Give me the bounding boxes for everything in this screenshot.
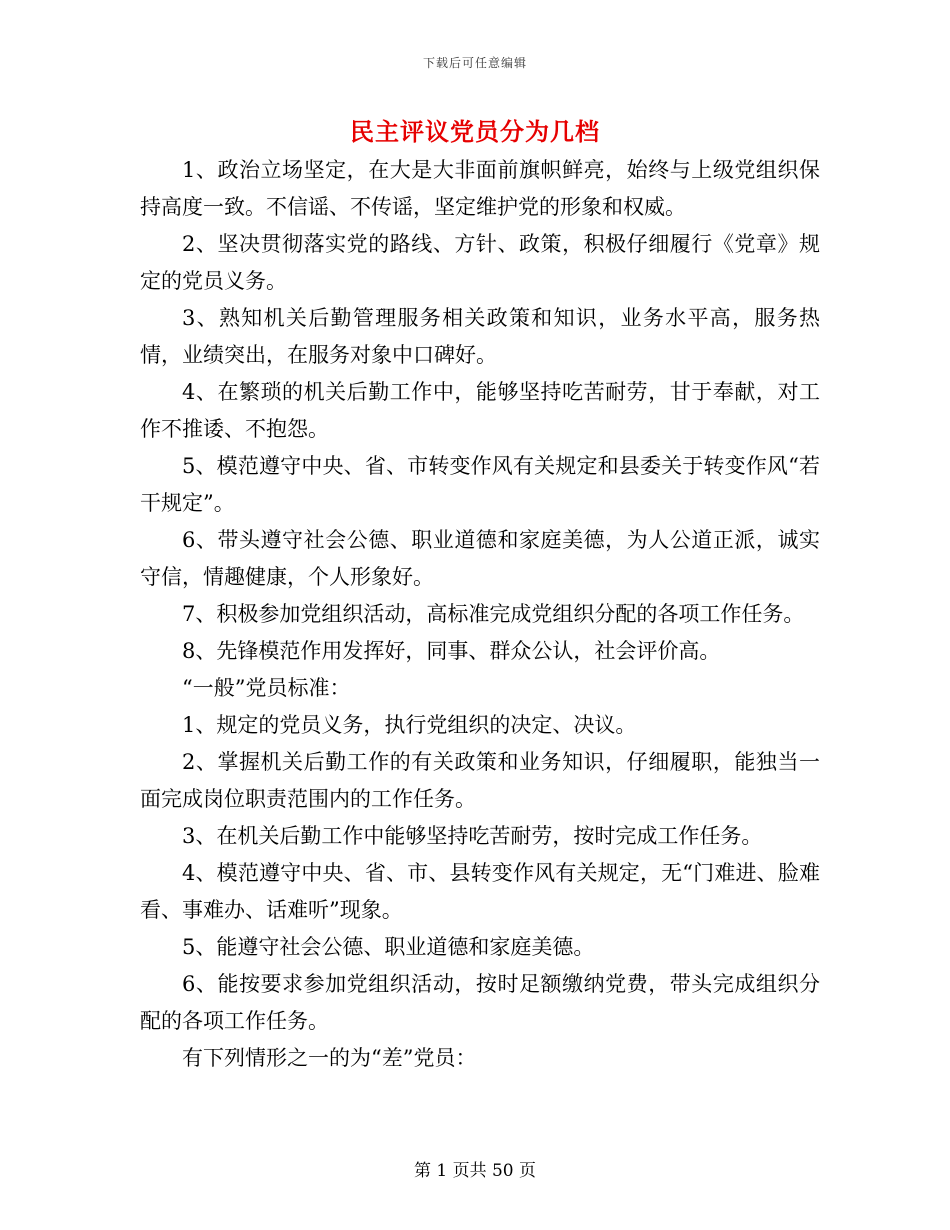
paragraph: 5、能遵守社会公德、职业道德和家庭美德。 [182, 935, 595, 959]
paragraph: 7、积极参加党组织活动，高标准完成党组织分配的各项工作任务。 [182, 602, 805, 626]
page-footer: 第 1 页共 50 页 [413, 1161, 537, 1181]
paragraph: 5、模范遵守中央、省、市转变作风有关规定和县委关于转变作风“若干规定”。 [140, 454, 820, 515]
paragraph: 8、先锋模范作用发挥好，同事、群众公认，社会评价高。 [182, 639, 721, 663]
paragraph: 4、模范遵守中央、省、市、县转变作风有关规定，无“门难进、脸难看、事难办、话难听”现象。 [140, 861, 820, 922]
paragraph: 6、能按要求参加党组织活动，按时足额缴纳党费，带头完成组织分配的各项工作任务。 [140, 972, 820, 1033]
paragraph: 6、带头遵守社会公德、职业道德和家庭美德，为人公道正派，诚实守信，情趣健康，个人形象好。 [140, 528, 820, 589]
paragraph: 4、在繁琐的机关后勤工作中，能够坚持吃苦耐劳，甘于奉献，对工作不推诿、不抱怨。 [140, 380, 820, 441]
header-note: 下载后可任意编辑 [422, 56, 527, 70]
section-heading-poor: 有下列情形之一的为“差”党员： [182, 1046, 477, 1070]
document-title: 民主评议党员分为几档 [350, 117, 600, 146]
paragraph: 3、在机关后勤工作中能够坚持吃苦耐劳，按时完成工作任务。 [182, 824, 763, 848]
paragraph: 2、坚决贯彻落实党的路线、方针、政策，积极仔细履行《党章》规定的党员义务。 [140, 232, 820, 293]
paragraph: 1、政治立场坚定，在大是大非面前旗帜鲜亮，始终与上级党组织保持高度一致。不信谣、不传谣，坚定维护党的形象和权威。 [140, 158, 820, 219]
document-body [140, 152, 820, 1077]
paragraph: 1、规定的党员义务，执行党组织的决定、决议。 [182, 713, 637, 737]
paragraph: 3、熟知机关后勤管理服务相关政策和知识，业务水平高，服务热情，业绩突出，在服务对象中口碑好。 [140, 306, 820, 367]
paragraph: 2、掌握机关后勤工作的有关政策和业务知识，仔细履职，能独当一面完成岗位职责范围内的工作任务。 [140, 750, 820, 811]
section-heading-general: “一般”党员标准： [182, 676, 351, 700]
